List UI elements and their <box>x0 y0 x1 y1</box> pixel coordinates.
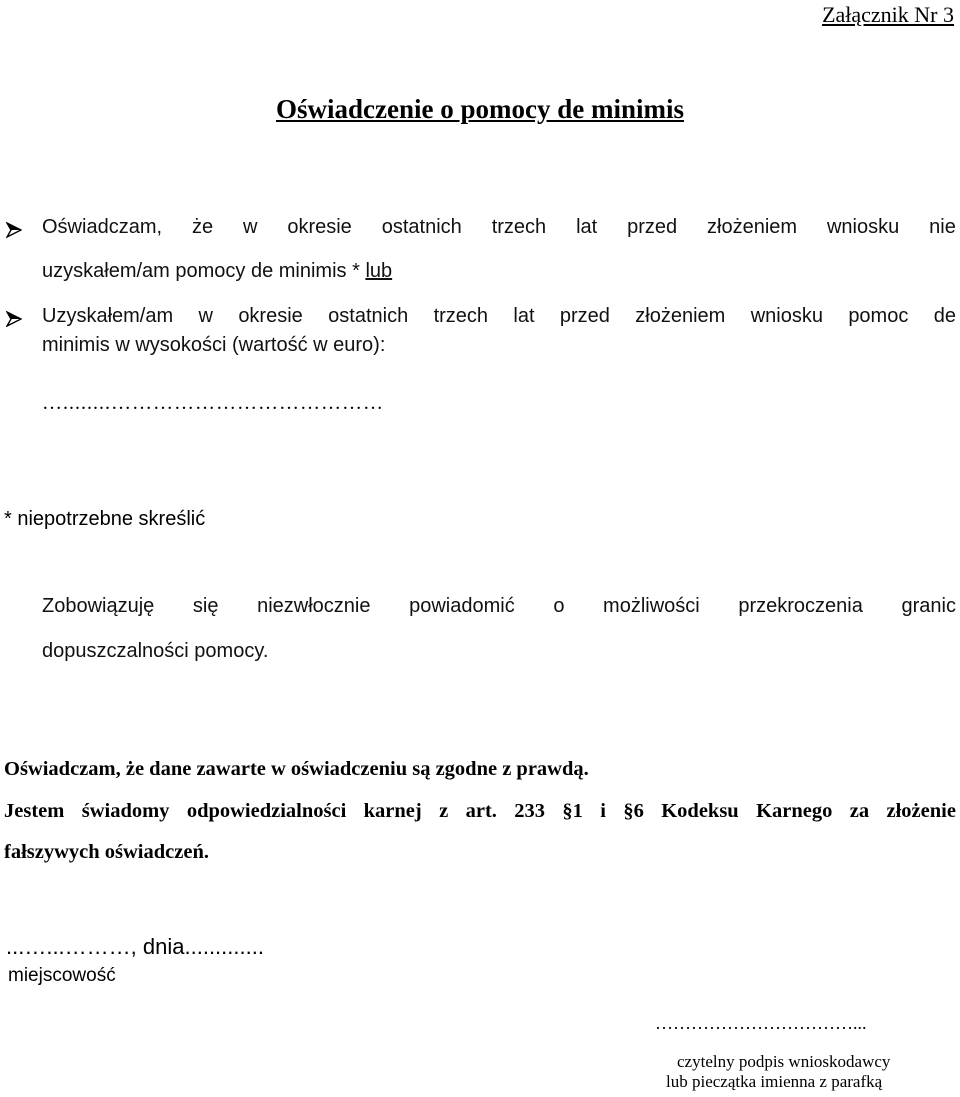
option-2-word: w <box>198 305 213 327</box>
option-1-word: w <box>242 216 258 238</box>
signature-field[interactable]: ……………………………... <box>655 1013 867 1033</box>
declaration-word: art. <box>465 800 497 822</box>
declaration-line-3: fałszywych oświadczeń. <box>4 841 209 863</box>
or-link: lub <box>365 260 393 282</box>
declaration-word: odpowiedzialności <box>186 800 347 822</box>
option-2-word: przed <box>559 305 610 327</box>
option-1-word: złożeniem <box>707 216 798 238</box>
commitment-word: się <box>192 595 219 617</box>
declaration-word: świadomy <box>81 800 170 822</box>
option-1-word: wniosku <box>826 216 900 238</box>
declaration-word: §6 <box>623 800 644 822</box>
signature-label-2: lub pieczątka imienna z parafką <box>666 1072 883 1091</box>
option-1-word: okresie <box>287 216 352 238</box>
declaration-word: 233 <box>514 800 546 822</box>
commitment-word: przekroczenia <box>738 595 863 617</box>
signature-label-1: czytelny podpis wnioskodawcy <box>677 1052 891 1071</box>
option-2-word: lat <box>513 305 535 327</box>
option-1-word: nie <box>929 216 956 238</box>
option-1-word: trzech <box>491 216 547 238</box>
declaration-word: §1 <box>562 800 583 822</box>
commitment-word: granic <box>901 595 956 617</box>
commitment-word: o <box>553 595 565 617</box>
option-1-word: przed <box>627 216 678 238</box>
attachment-label: Załącznik Nr 3 <box>822 2 954 27</box>
declaration-word: Kodeksu <box>661 800 739 822</box>
declaration-word: Karnego <box>756 800 833 822</box>
document-title: Oświadczenie o pomocy de minimis <box>276 94 684 124</box>
option-1-line-1 <box>42 216 956 239</box>
option-1-word: Oświadczam, <box>42 216 163 238</box>
option-1-text: uzyskałem/am pomocy de minimis * <box>42 260 366 282</box>
commitment-line-1 <box>42 595 956 618</box>
option-2-word: złożeniem <box>635 305 726 327</box>
option-2-word: ostatnich <box>328 305 409 327</box>
arrow-bullet-icon <box>6 222 22 238</box>
declaration-line-1: Oświadczam, że dane zawarte w oświadczeniu są zgodne z prawdą. <box>4 758 589 780</box>
place-date-field[interactable]: ...…...………, dnia............. <box>6 934 264 959</box>
option-2-line-1 <box>42 305 956 328</box>
footnote: * niepotrzebne skreślić <box>4 508 206 530</box>
amount-field[interactable]: …........………………………………… <box>42 392 384 414</box>
option-2-word: okresie <box>238 305 303 327</box>
arrow-bullet-icon <box>6 311 22 327</box>
declaration-line-2 <box>4 800 956 823</box>
option-1-line-2 <box>42 260 392 283</box>
option-2-word: trzech <box>433 305 489 327</box>
commitment-word: Zobowiązuję <box>42 595 155 617</box>
option-2-word: Uzyskałem/am <box>42 305 174 327</box>
option-2-line-2: minimis w wysokości (wartość w euro): <box>42 334 386 356</box>
option-1-word: ostatnich <box>381 216 462 238</box>
declaration-word: karnej <box>363 800 422 822</box>
commitment-word: możliwości <box>603 595 700 617</box>
option-1-word: lat <box>576 216 598 238</box>
declaration-word: złożenie <box>886 800 956 822</box>
declaration-word: Jestem <box>4 800 65 822</box>
option-2-word: wniosku <box>750 305 823 327</box>
option-2-word: pomoc <box>848 305 909 327</box>
commitment-word: niezwłocznie <box>257 595 371 617</box>
commitment-word: powiadomić <box>409 595 515 617</box>
option-1-word: że <box>191 216 214 238</box>
option-2-word: de <box>933 305 956 327</box>
commitment-line-2: dopuszczalności pomocy. <box>42 640 269 662</box>
declaration-word: z <box>439 800 449 822</box>
declaration-word: za <box>849 800 870 822</box>
place-label: miejscowość <box>8 965 116 986</box>
declaration-word: i <box>600 800 606 822</box>
